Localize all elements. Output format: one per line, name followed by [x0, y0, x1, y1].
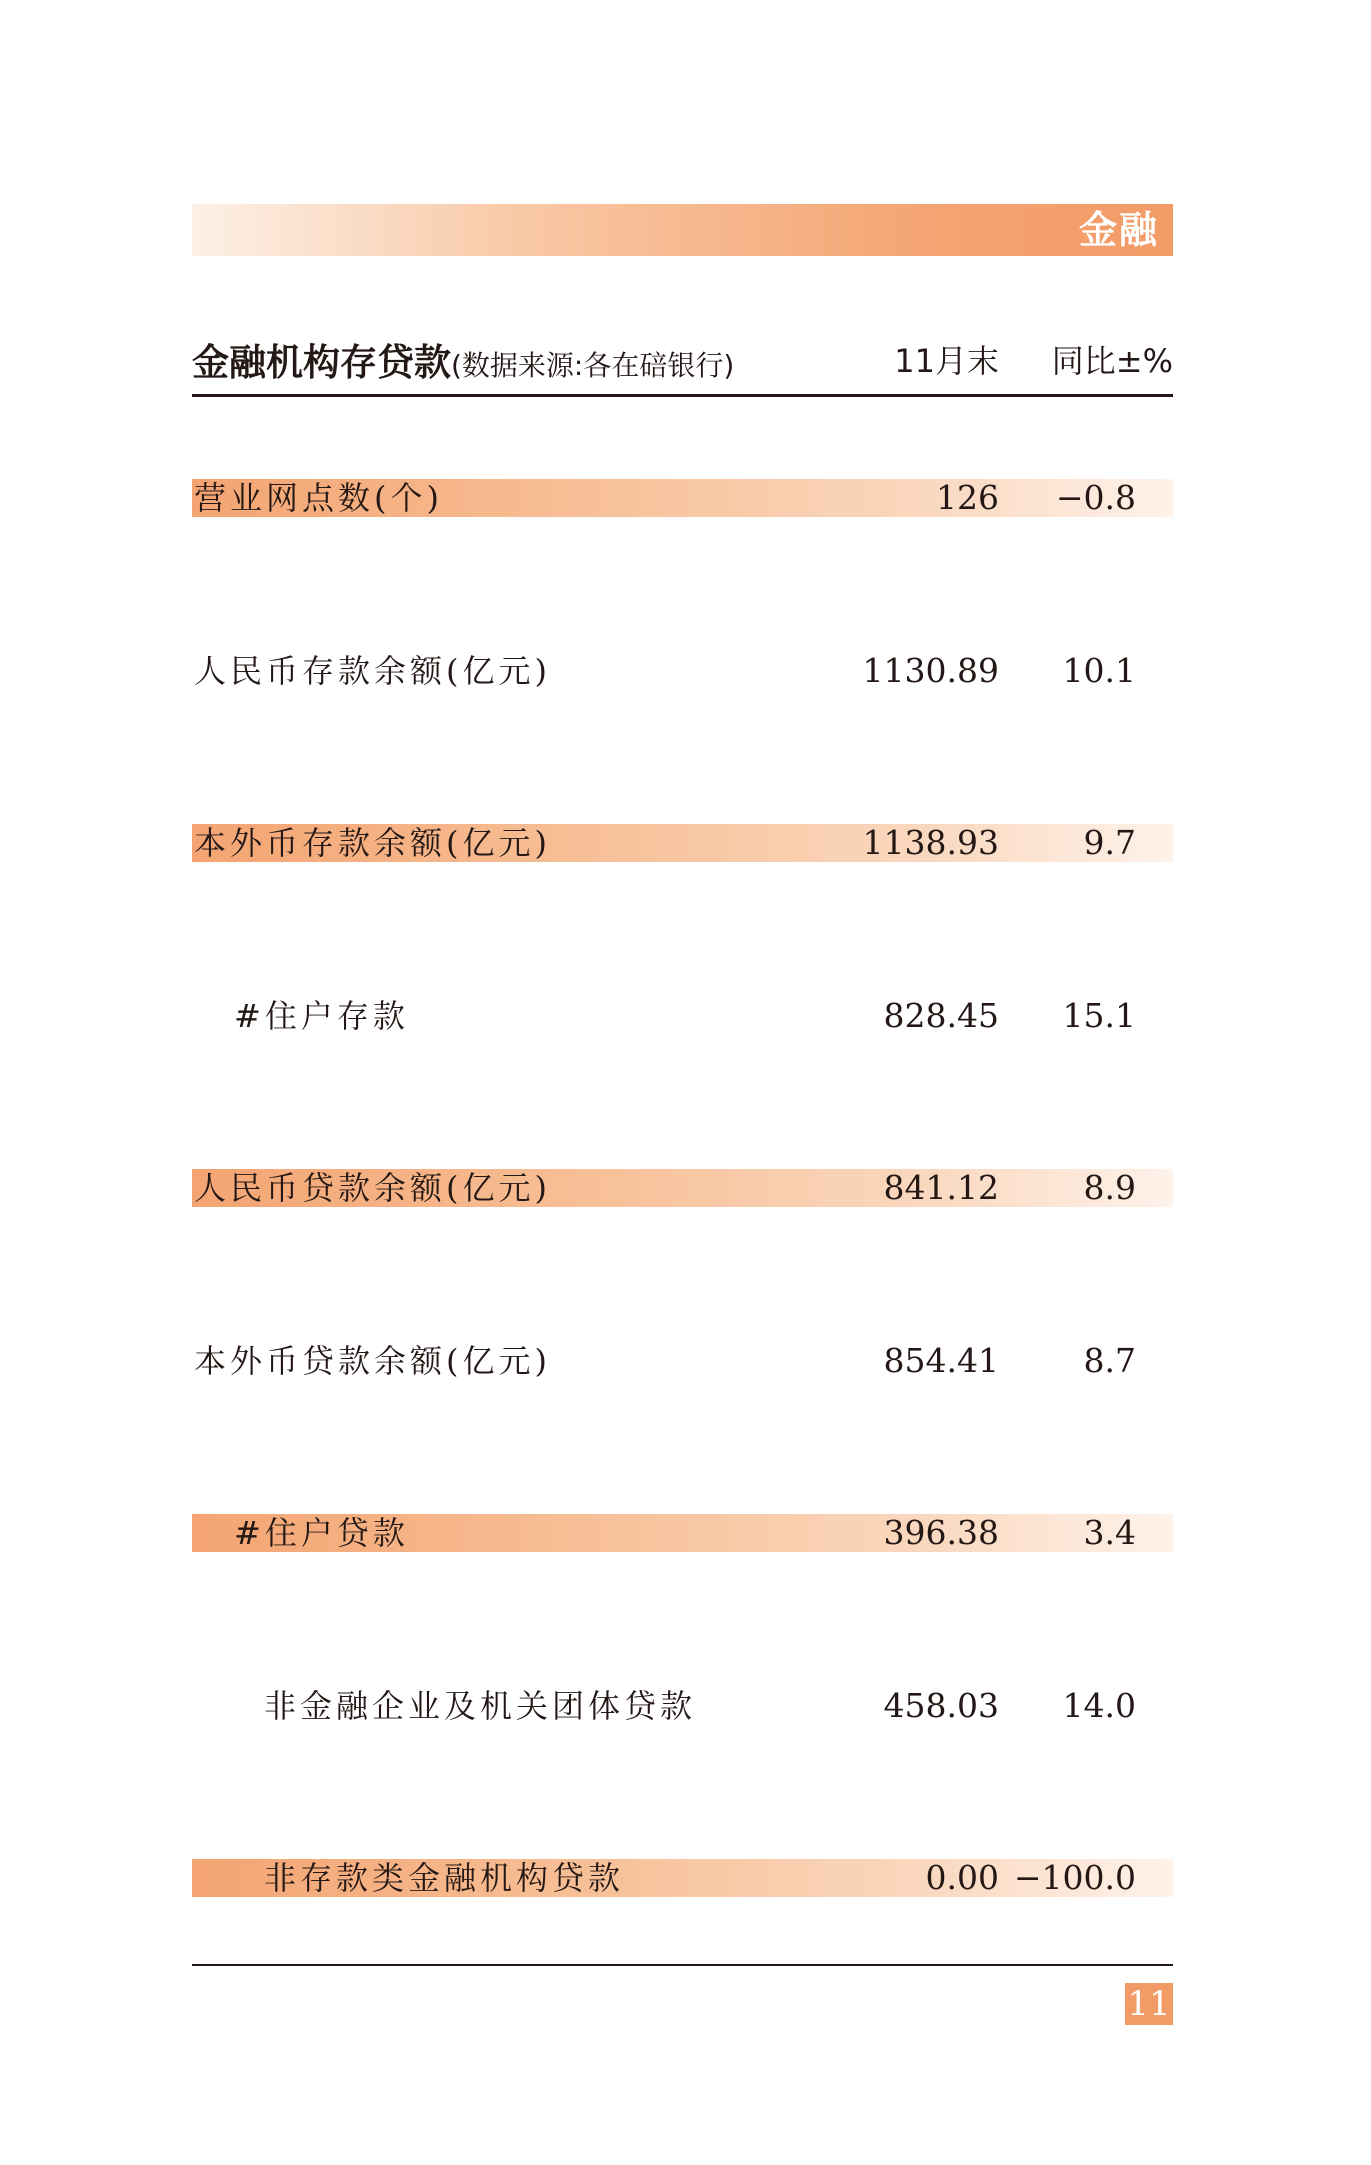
- row-value-yoy: 15.1: [1062, 996, 1136, 1035]
- row-value-yoy: 14.0: [1062, 1686, 1136, 1725]
- row-label: 本外币贷款余额(亿元): [194, 1342, 551, 1380]
- row-label: 本外币存款余额(亿元): [194, 824, 551, 862]
- row-label: #住户存款: [234, 997, 409, 1035]
- table-row: [192, 1342, 1173, 1380]
- footer-divider: [192, 1964, 1173, 1966]
- row-value-yoy: 3.4: [1083, 1513, 1136, 1552]
- row-label: 非存款类金融机构贷款: [264, 1859, 625, 1897]
- row-value-yoy: 8.7: [1083, 1341, 1136, 1380]
- row-value-month: 828.45: [883, 996, 999, 1035]
- row-value-month: 1130.89: [862, 651, 999, 690]
- row-value-month: 841.12: [883, 1168, 999, 1207]
- table-row: [192, 1169, 1173, 1207]
- row-label: 非金融企业及机关团体贷款: [264, 1687, 697, 1725]
- table-row: [192, 1859, 1173, 1897]
- table-row: [192, 652, 1173, 690]
- page-number: 11: [1125, 1983, 1173, 2025]
- row-label: 人民币贷款余额(亿元): [194, 1169, 551, 1207]
- table-row: [192, 824, 1173, 862]
- section-label: 金融: [1078, 208, 1159, 252]
- data-source-note: (数据来源:各在碚银行): [451, 349, 735, 382]
- table-row: [192, 479, 1173, 517]
- row-label: #住户贷款: [234, 1514, 409, 1552]
- row-value-month: 0.00: [925, 1858, 999, 1897]
- table-row: [192, 1514, 1173, 1552]
- row-value-month: 458.03: [883, 1686, 999, 1725]
- row-value-month: 126: [936, 478, 999, 517]
- row-value-month: 396.38: [883, 1513, 999, 1552]
- row-value-yoy: 10.1: [1062, 651, 1136, 690]
- row-value-yoy: −0.8: [1055, 478, 1136, 517]
- column-header-month: 11月末: [894, 342, 999, 380]
- row-value-month: 1138.93: [862, 823, 999, 862]
- column-header-yoy: 同比±%: [1051, 342, 1173, 380]
- row-value-yoy: 9.7: [1083, 823, 1136, 862]
- row-value-month: 854.41: [883, 1341, 999, 1380]
- table-title-text: 金融机构存贷款: [192, 341, 451, 384]
- row-label: 营业网点数(个): [194, 479, 443, 517]
- table-row: [192, 1687, 1173, 1725]
- row-label: 人民币存款余额(亿元): [194, 652, 551, 690]
- row-value-yoy: 8.9: [1083, 1168, 1136, 1207]
- row-value-yoy: −100.0: [1013, 1858, 1136, 1897]
- table-row: [192, 997, 1173, 1035]
